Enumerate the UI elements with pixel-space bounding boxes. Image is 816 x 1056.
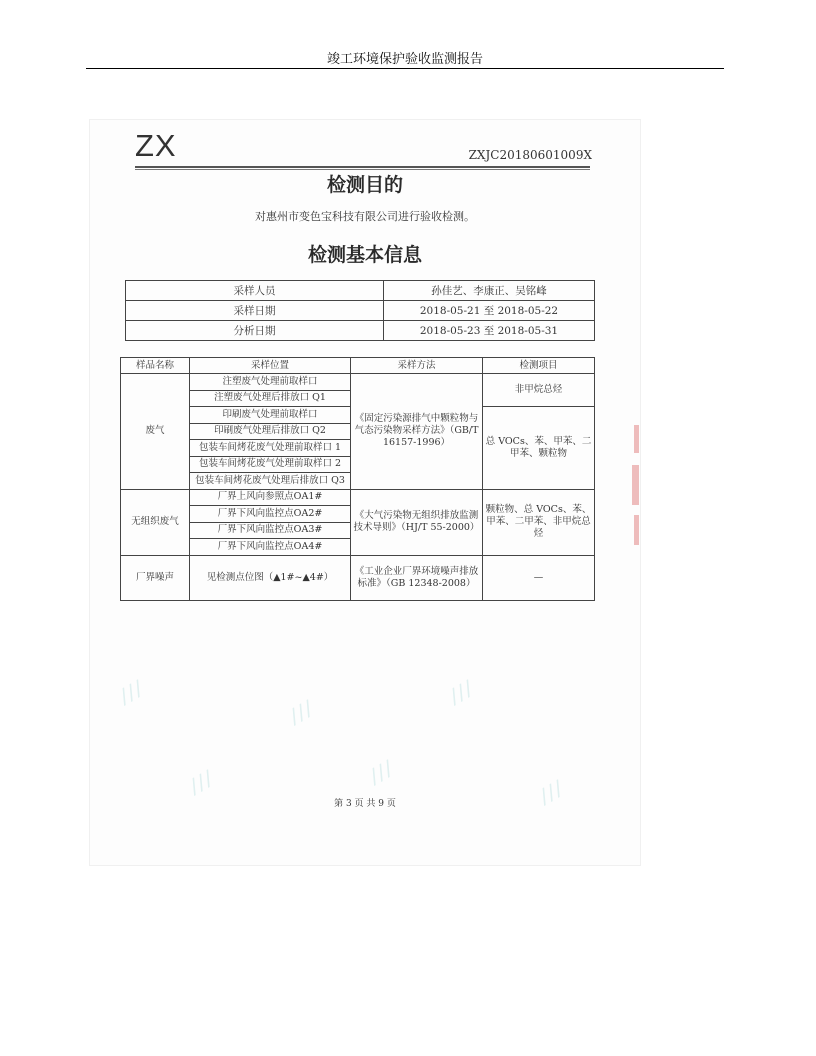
table-row <box>126 301 595 321</box>
page-number: 第 3 页 共 9 页 <box>334 799 396 809</box>
company-logo: ZX <box>135 128 177 163</box>
watermark: /// <box>535 775 569 810</box>
info-value: 孙佳艺、李康正、吴铭峰 <box>384 281 595 301</box>
test-items: 总 VOCs、苯、甲苯、二甲苯、颗粒物 <box>483 407 595 490</box>
sample-location: 厂界下风向监控点OA2# <box>190 506 351 523</box>
stamp-edge <box>634 515 639 545</box>
sample-location: 注塑废气处理后排放口 Q1 <box>190 390 351 407</box>
purpose-text: 对惠州市变色宝科技有限公司进行验收检测。 <box>255 210 475 223</box>
header-divider <box>86 68 724 69</box>
table-row <box>126 281 595 301</box>
table-header-row <box>121 358 595 374</box>
sample-method: 《大气污染物无组织排放监测技术导则》（HJ/T 55-2000） <box>351 489 483 555</box>
sample-location: 包装车间烤花废气处理前取样口 1 <box>190 440 351 457</box>
sample-name: 厂界噪声 <box>121 555 190 600</box>
info-label: 分析日期 <box>126 321 384 341</box>
test-items: 颗粒物、总 VOCs、苯、甲苯、二甲苯、非甲烷总烃 <box>483 489 595 555</box>
sample-location: 厂界上风向参照点OA1# <box>190 489 351 506</box>
report-number: ZXJC20180601009X <box>468 148 592 162</box>
sample-location: 注塑废气处理前取样口 <box>190 374 351 391</box>
column-header: 采样方法 <box>351 358 483 374</box>
sample-location: 包装车间烤花废气处理后排放口 Q3 <box>190 473 351 490</box>
watermark: /// <box>185 765 219 800</box>
scanned-report-page <box>90 120 640 865</box>
basic-info-title: 检测基本信息 <box>307 244 422 266</box>
stamp-edge <box>632 465 639 505</box>
column-header: 检测项目 <box>483 358 595 374</box>
info-value: 2018-05-23 至 2018-05-31 <box>384 321 595 341</box>
sample-location: 印刷废气处理后排放口 Q2 <box>190 423 351 440</box>
logo-divider <box>135 166 590 168</box>
watermark: /// <box>365 755 399 790</box>
table-row <box>121 489 595 506</box>
sample-method: 《固定污染源排气中颗粒物与气态污染物采样方法》（GB/T 16157-1996） <box>351 374 483 490</box>
info-value: 2018-05-21 至 2018-05-22 <box>384 301 595 321</box>
column-header: 样品名称 <box>121 358 190 374</box>
table-row <box>121 374 595 391</box>
sample-location: 厂界下风向监控点OA4# <box>190 539 351 556</box>
sample-table <box>120 357 595 601</box>
watermark: /// <box>115 675 149 710</box>
info-label: 采样日期 <box>126 301 384 321</box>
purpose-title: 检测目的 <box>326 174 403 196</box>
sample-location: 印刷废气处理前取样口 <box>190 407 351 424</box>
column-header: 采样位置 <box>190 358 351 374</box>
sample-location: 包装车间烤花废气处理前取样口 2 <box>190 456 351 473</box>
sample-name: 无组织废气 <box>121 489 190 555</box>
test-items: 非甲烷总烃 <box>483 374 595 407</box>
info-label: 采样人员 <box>126 281 384 301</box>
watermark: /// <box>445 675 479 710</box>
sample-method: 《工业企业厂界环境噪声排放标准》（GB 12348-2008） <box>351 555 483 600</box>
test-items: — <box>483 555 595 600</box>
sample-name: 废气 <box>121 374 190 490</box>
stamp-edge <box>634 425 639 453</box>
sample-location: 见检测点位图（▲1#~▲4#） <box>190 555 351 600</box>
table-row <box>121 555 595 600</box>
table-row <box>126 321 595 341</box>
sample-location: 厂界下风向监控点OA3# <box>190 522 351 539</box>
watermark: /// <box>285 695 319 730</box>
basic-info-table <box>125 280 595 341</box>
page-header: 竣工环境保护验收监测报告 <box>326 52 483 67</box>
